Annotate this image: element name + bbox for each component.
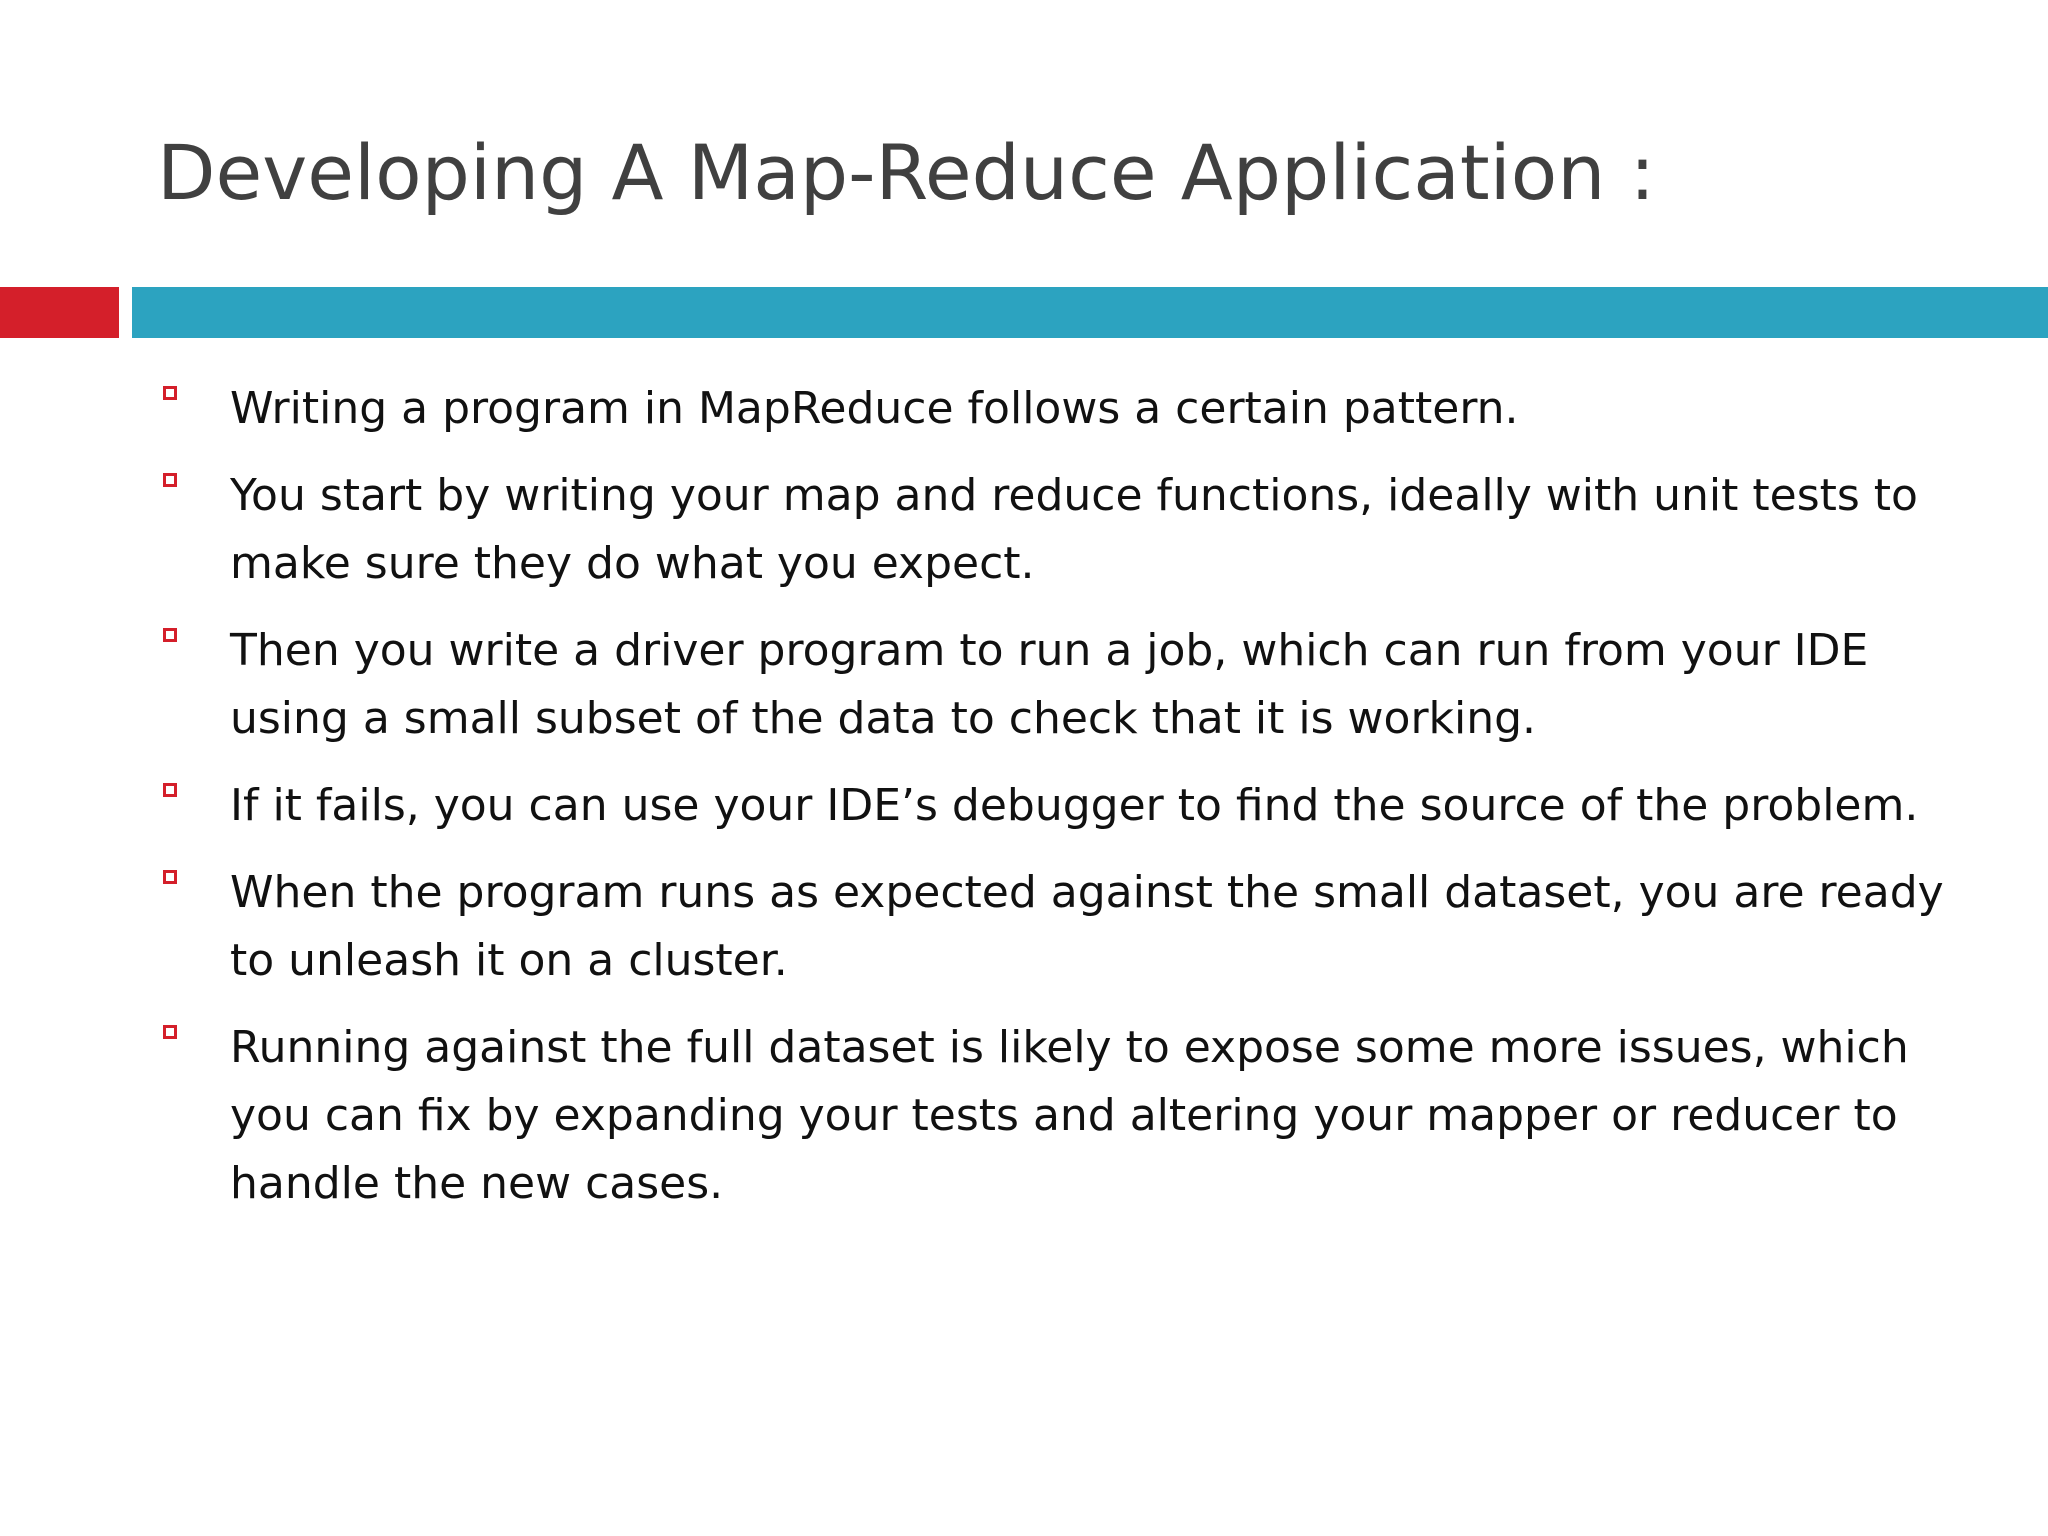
square-bullet-icon (163, 473, 177, 487)
square-bullet-icon (163, 870, 177, 884)
bullet-item (157, 772, 1957, 840)
bullet-item (157, 1014, 1957, 1218)
square-bullet-icon (163, 1025, 177, 1039)
bullet-text: You start by writing your map and reduce functions, ideally with unit tests to make sure they do what you expect. (230, 470, 1918, 589)
bullet-text: If it fails, you can use your IDE’s debugger to find the source of the problem. (230, 780, 1919, 831)
title-accent-bar-red (0, 287, 119, 338)
bullet-text: Writing a program in MapReduce follows a certain pattern. (230, 383, 1519, 434)
square-bullet-icon (163, 783, 177, 797)
bullet-list (157, 375, 1957, 1237)
bullet-item (157, 462, 1957, 598)
bullet-item (157, 859, 1957, 995)
bullet-item (157, 375, 1957, 443)
square-bullet-icon (163, 386, 177, 400)
bullet-item (157, 617, 1957, 753)
bullet-text: Then you write a driver program to run a job, which can run from your IDE using a small subset of the data to check that it is working. (230, 625, 1869, 744)
title-accent-bar-blue (132, 287, 2048, 338)
bullet-text: Running against the full dataset is likely to expose some more issues, which you can fix by expanding your tests and altering your mapper or reducer to handle the new cases. (230, 1022, 1909, 1209)
square-bullet-icon (163, 628, 177, 642)
slide-title: Developing A Map-Reduce Application : (157, 128, 1656, 217)
bullet-text: When the program runs as expected against the small dataset, you are ready to unleash it on a cluster. (230, 867, 1944, 986)
